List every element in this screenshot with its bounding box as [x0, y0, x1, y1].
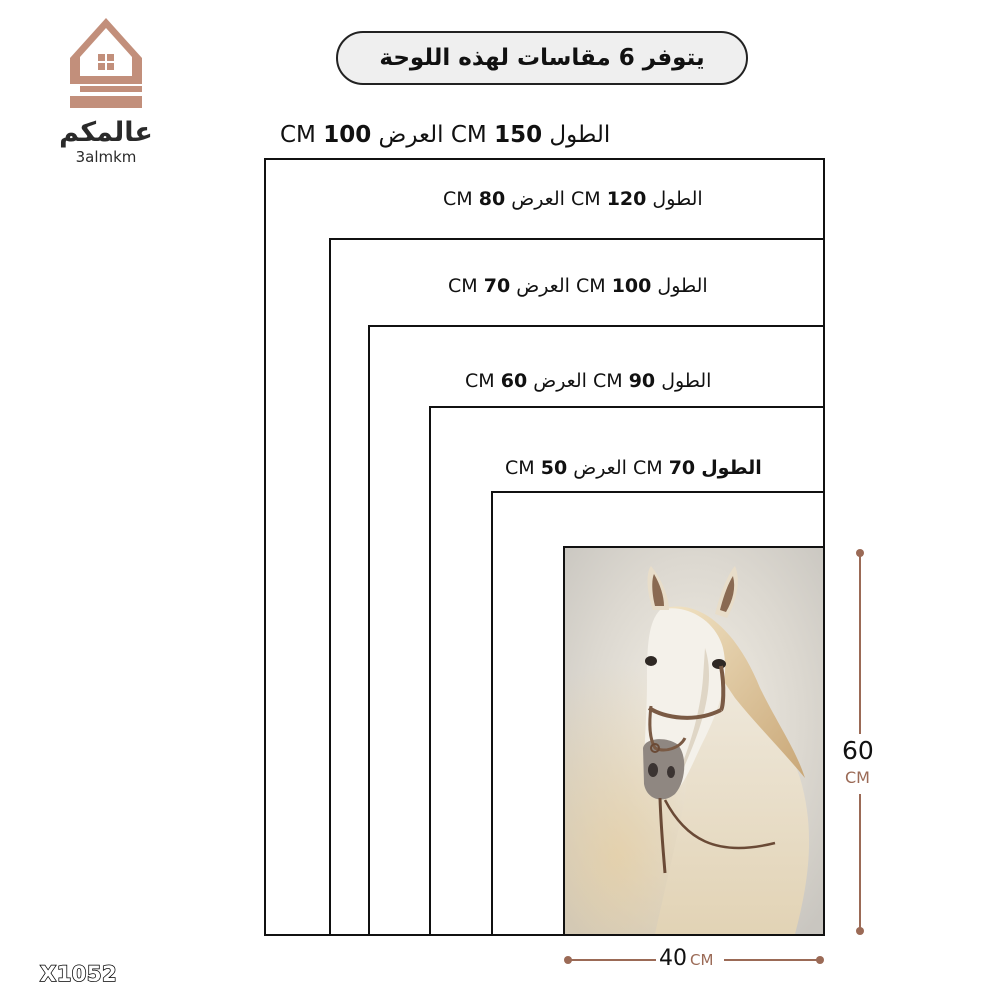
size-label-4: الطول 90 CM العرض 60 CM — [465, 370, 712, 392]
width-line-dot-left — [564, 956, 572, 964]
product-code: X1052 — [40, 962, 118, 986]
brand-name-latin: 3almkm — [75, 148, 137, 166]
height-unit: CM — [845, 768, 870, 787]
size-label-3: الطول 100 CM العرض 70 CM — [448, 275, 708, 297]
size-label-2: الطول 120 CM العرض 80 CM — [443, 188, 703, 210]
horse-portrait-icon — [565, 548, 823, 934]
height-line-dot-bottom — [856, 927, 864, 935]
size-label-5: الطول 70 CM العرض 50 CM — [505, 457, 762, 479]
width-unit: CM — [690, 951, 714, 969]
width-dimension-line-left — [568, 959, 656, 961]
height-value: 60 — [842, 736, 874, 765]
sizes-available-banner — [336, 31, 748, 85]
brand-logo — [56, 14, 156, 174]
house-logo-icon — [56, 14, 156, 114]
banner-text: يتوفر 6 مقاسات لهذه اللوحة — [379, 45, 705, 71]
horse-painting — [563, 546, 825, 936]
size-label-1: الطول 150 CM العرض 100 CM — [280, 122, 611, 148]
width-value: 40 — [659, 946, 687, 971]
width-line-dot-right — [816, 956, 824, 964]
width-dimension-line-right — [724, 959, 820, 961]
brand-name-arabic: عالمكم — [59, 117, 153, 148]
height-line-dot-top — [856, 549, 864, 557]
